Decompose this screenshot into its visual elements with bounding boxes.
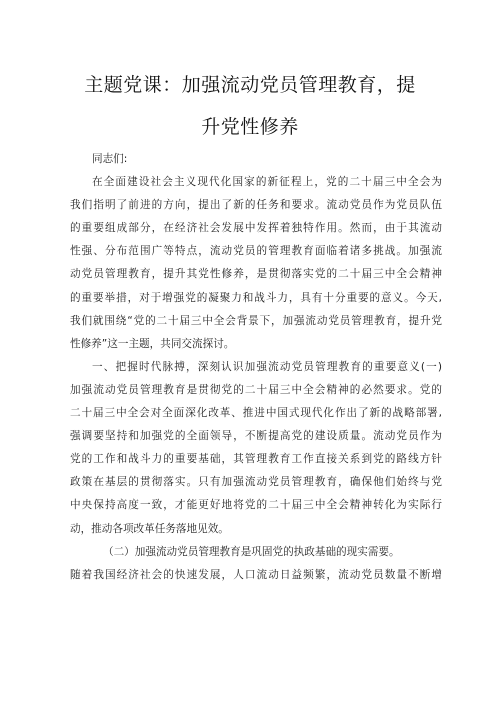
paragraph-line: 我们就围绕“党的二十届三中全会背景下，加强流动党员管理教育，提升党 — [70, 314, 442, 327]
paragraph-line: 性强、分布范围广等特点，流动党员的管理教育面临着诸多挑战。加强流 — [70, 245, 442, 258]
paragraph-line: 政策在基层的贯彻落实。只有加强流动党员管理教育，确保他们始终与党 — [70, 476, 442, 489]
paragraph-line: 在全面建设社会主义现代化国家的新征程上，党的二十届三中全会为 — [92, 176, 442, 189]
document-title-line-1: 主题党课：加强流动党员管理教育，提 — [84, 74, 416, 96]
paragraph-line: 强调要坚持和加强党的全面领导，不断提高党的建设质量。流动党员作为 — [70, 430, 442, 443]
paragraph-line: 动，推动各项改革任务落地见效。 — [70, 522, 229, 535]
paragraph-line: 中央保持高度一致，才能更好地将党的二十届三中全会精神转化为实际行 — [70, 499, 442, 512]
paragraph-line: 动党员管理教育，提升其党性修养，是贯彻落实党的二十届三中全会精神 — [70, 268, 442, 281]
paragraph-line: 的重要组成部分，在经济社会发展中发挥着独特作用。然而，由于其流动 — [70, 222, 442, 235]
salutation: 同志们: — [92, 153, 128, 165]
section-heading-line: 一、把握时代脉搏，深刻认识加强流动党员管理教育的重要意义(一) — [92, 360, 442, 373]
paragraph-line: 性修养”这一主题，共同交流探讨。 — [70, 337, 235, 350]
paragraph-line: 我们指明了前进的方向，提出了新的任务和要求。流动党员作为党员队伍 — [70, 199, 442, 212]
paragraph-line: 的重要举措，对于增强党的凝聚力和战斗力，具有十分重要的意义。今天, — [70, 291, 442, 304]
subsection-heading-line: （二）加强流动党员管理教育是巩固党的执政基础的现实需要。 — [103, 545, 400, 558]
paragraph-line: 二十届三中全会对全面深化改革、推进中国式现代化作出了新的战略部署, — [70, 407, 442, 420]
paragraph-line: 加强流动党员管理教育是贯彻党的二十届三中全会精神的必然要求。党的 — [70, 383, 442, 396]
document-body — [70, 148, 442, 587]
document-title-line-2: 升党性修养 — [201, 116, 299, 138]
paragraph-line: 党的工作和战斗力的重要基础，其管理教育工作直接关系到党的路线方针 — [70, 453, 442, 466]
paragraph-line: 随着我国经济社会的快速发展，人口流动日益频繁，流动党员数量不断增 — [70, 568, 442, 581]
